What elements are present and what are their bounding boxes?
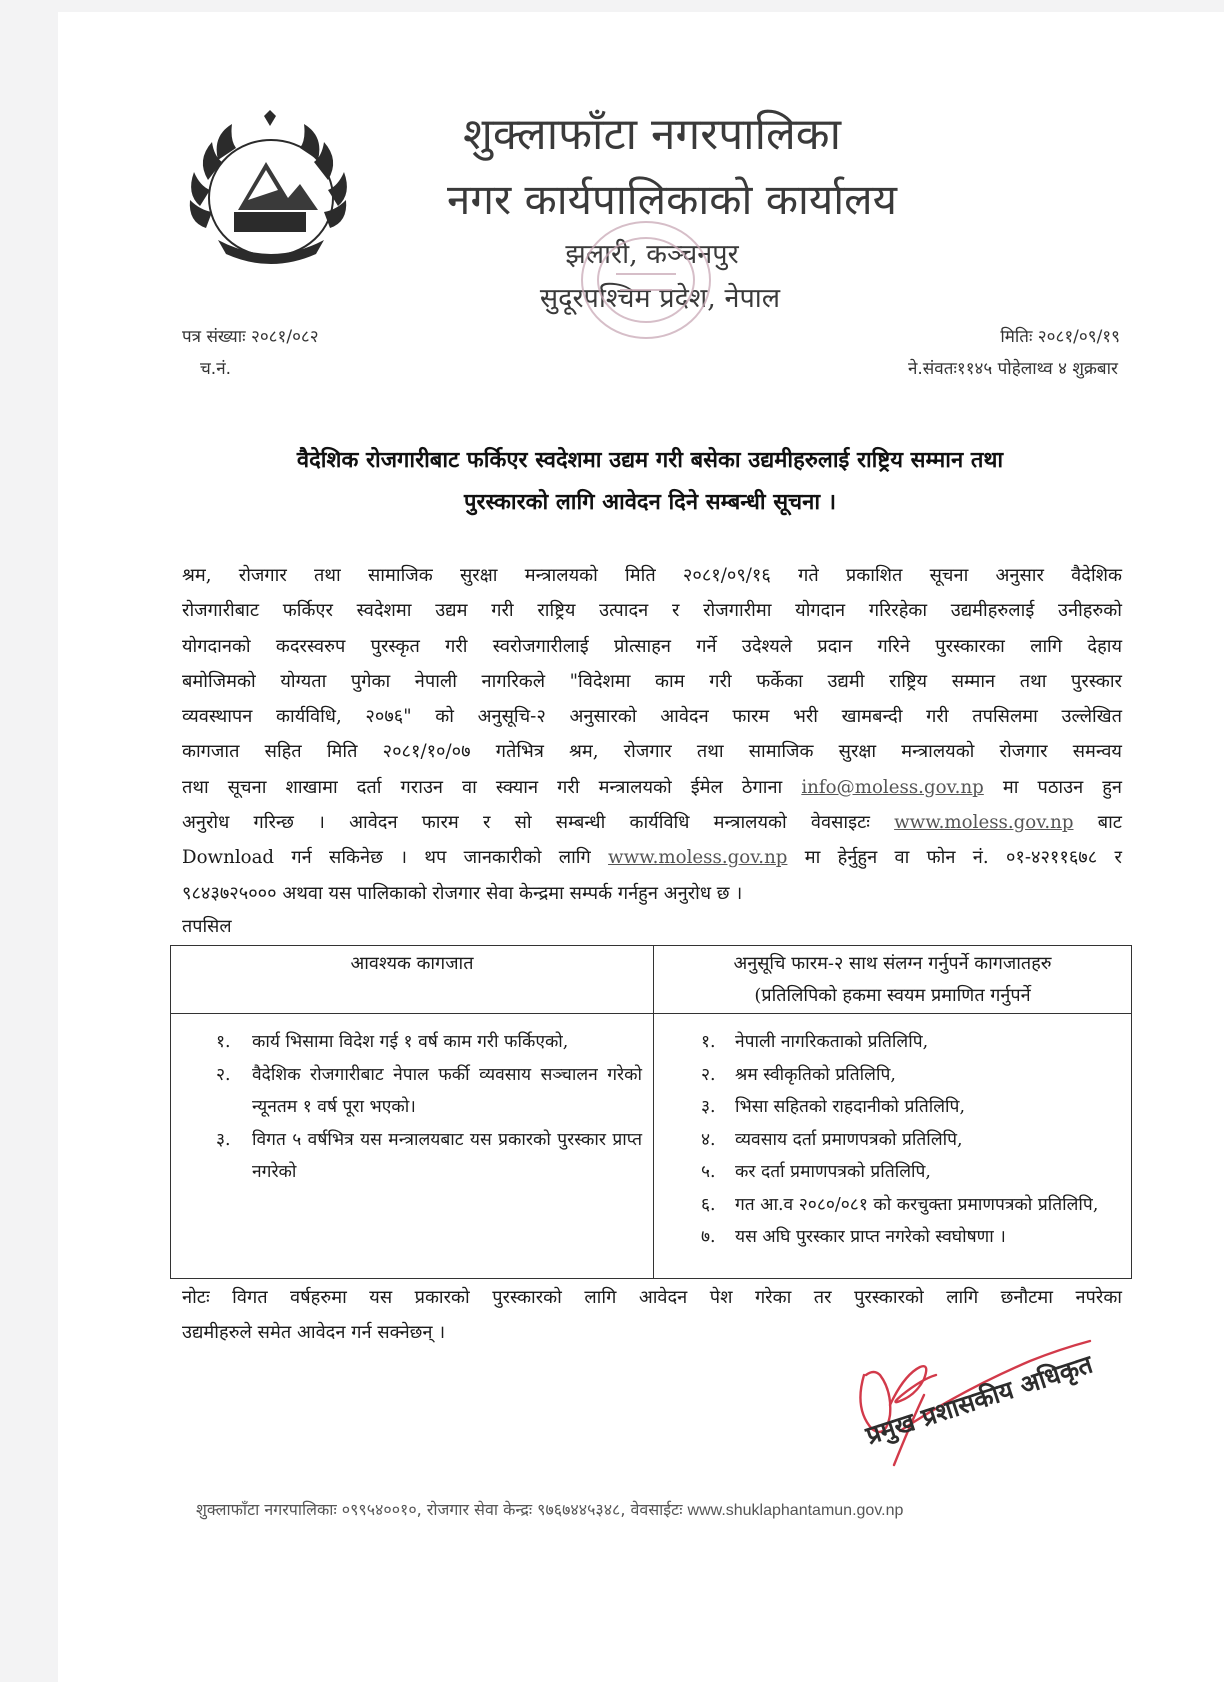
- letter-reference-number: पत्र संख्याः २०८१/०८२: [182, 327, 319, 347]
- office-name: नगर कार्यपालिकाको कार्यालय: [447, 175, 897, 224]
- column-header-attachments: [654, 946, 1132, 1014]
- list-item: [701, 1124, 1122, 1157]
- body-line: बमोजिमको योग्यता पुगेका नेपाली नागरिकले "विदेशमा काम गरी फर्केका उद्यमी राष्ट्रिय सम्मान तथा पुरस्कार: [182, 670, 1122, 692]
- website-link[interactable]: www.moless.gov.np: [608, 847, 788, 869]
- body-line: ९८४३७२५००० अथवा यस पालिकाको रोजगार सेवा केन्द्रमा सम्पर्क गर्नहुन अनुरोध छ ।: [182, 882, 743, 904]
- list-item: [216, 1124, 642, 1189]
- notice-body: [182, 558, 1122, 911]
- body-text: बाट: [1097, 812, 1122, 834]
- list-item: [216, 1026, 642, 1059]
- item-text: व्यवसाय दर्ता प्रमाणपत्रको प्रतिलिपि,: [735, 1129, 963, 1150]
- body-line: [182, 805, 1122, 840]
- body-line: [182, 840, 1122, 875]
- email-link[interactable]: info@moless.gov.np: [801, 776, 984, 798]
- item-number: १.: [216, 1032, 231, 1052]
- item-number: १.: [701, 1032, 716, 1052]
- notice-title: [180, 440, 1120, 524]
- requirements-table: [170, 945, 1132, 1279]
- list-item: [701, 1221, 1122, 1254]
- body-line: व्यवस्थापन कार्यविधि, २०७६" को अनुसूचि-२ अनुसारको आवेदन फारम भरी खामबन्दी गरी तपसिलमा उल्लेखित: [182, 706, 1122, 728]
- notice-title-line-2: पुरस्कारको लागि आवेदन दिने सम्बन्धी सूचना ।: [463, 490, 837, 515]
- item-text: कार्य भिसामा विदेश गई १ वर्ष काम गरी फर्किएको,: [252, 1032, 569, 1052]
- item-text: नेपाली नागरिकताको प्रतिलिपि,: [735, 1032, 929, 1052]
- note-line: उद्यमीहरुले समेत आवेदन गर्न सक्नेछन् ।: [182, 1322, 446, 1343]
- item-text: कर दर्ता प्रमाणपत्रको प्रतिलिपि,: [735, 1162, 931, 1182]
- item-text: वैदेशिक रोजगारीबाट नेपाल फर्की व्यवसाय सञ्चालन गरेको न्यूनतम १ वर्ष पूरा भएको।: [252, 1064, 642, 1117]
- list-item: [216, 1059, 642, 1124]
- column-header-required-documents: आवश्यक कागजात: [171, 946, 654, 1014]
- signatory-title: प्रमुख प्रशासकीय अधिकृत: [862, 1349, 1097, 1451]
- website-link[interactable]: www.moless.gov.np: [894, 812, 1074, 834]
- footer-website-link[interactable]: www.shuklaphantamun.gov.np: [687, 1502, 904, 1519]
- body-text: मा हेर्नुहुन वा फोन नं. ०१-४२११६७८ र: [804, 847, 1122, 869]
- body-line: योगदानको कदरस्वरुप पुरस्कृत गरी स्वरोजगारीलाई प्रोत्साहन गर्ने उदेश्यले प्रदान गरिने पुरस्कारका लागि देहाय: [182, 635, 1122, 657]
- item-number: ३.: [216, 1129, 231, 1150]
- footer-contact: शुक्लाफाँटा नगरपालिकाः ०९९५४००१०, रोजगार सेवा केन्द्रः ९७६७४४५३४८, वेवसाईटः: [196, 1500, 683, 1519]
- item-number: ५.: [701, 1162, 716, 1182]
- documents-cell: [654, 1014, 1132, 1279]
- footer: [196, 1498, 903, 1520]
- item-text: गत आ.व २०८०/०८१ को करचुक्ता प्रमाणपत्रको प्रतिलिपि,: [735, 1194, 1099, 1215]
- dispatch-number: च.नं.: [200, 359, 232, 379]
- list-item: [701, 1059, 1122, 1092]
- requirements-list: [172, 1026, 652, 1189]
- requirements-cell: [171, 1014, 654, 1279]
- item-number: २.: [216, 1064, 231, 1085]
- item-text: विगत ५ वर्षभित्र यस मन्त्रालयबाट यस प्रकारको पुरस्कार प्राप्त नगरेको: [252, 1129, 642, 1182]
- body-text: Download गर्न सकिनेछ । थप जानकारीको लागि: [182, 847, 591, 869]
- nepal-sambat-date: ने.संवतः११४५ पोहेलाथ्व ४ शुक्रबार: [907, 359, 1118, 379]
- office-location: झलारी, कञ्चनपुर: [565, 239, 739, 270]
- body-line: श्रम, रोजगार तथा सामाजिक सुरक्षा मन्त्रालयको मिति २०८१/०९/१६ गते प्रकाशित सूचना अनुसार वैदेशिक: [182, 565, 1122, 586]
- notice-title-line-1: वैदेशिक रोजगारीबाट फर्किएर स्वदेशमा उद्यम गरी बसेका उद्यमीहरुलाई राष्ट्रिय सम्मान तथा: [296, 448, 1004, 473]
- list-item: [701, 1091, 1122, 1124]
- item-number: ४.: [701, 1129, 716, 1150]
- item-number: ६.: [701, 1194, 716, 1215]
- body-text: मा पठाउन हुन: [1002, 776, 1122, 798]
- attachments-header-line-2: (प्रतिलिपिको हकमा स्वयम प्रमाणित गर्नुपर्ने: [754, 985, 1031, 1006]
- item-number: ३.: [701, 1097, 716, 1117]
- body-line: [182, 770, 1122, 805]
- office-stamp: [576, 214, 716, 346]
- body-text: अनुरोध गरिन्छ । आवेदन फारम र सो सम्बन्धी कार्यविधि मन्त्रालयको वेवसाइटः: [182, 812, 870, 834]
- body-text: तथा सूचना शाखामा दर्ता गराउन वा स्क्यान गरी मन्त्रालयको ईमेल ठेगाना: [182, 776, 783, 798]
- item-text: भिसा सहितको राहदानीको प्रतिलिपि,: [735, 1097, 965, 1117]
- item-text: श्रम स्वीकृतिको प्रतिलिपि,: [735, 1064, 896, 1085]
- note-line: नोटः विगत वर्षहरुमा यस प्रकारको पुरस्कारको लागि आवेदन पेश गरेका तर पुरस्कारको लागि छनौटमा नपरेका: [182, 1287, 1122, 1308]
- list-item: [701, 1156, 1122, 1189]
- list-item: [701, 1189, 1122, 1222]
- office-province: सुदूरपश्चिम प्रदेश, नेपाल: [539, 283, 781, 314]
- item-number: ७.: [701, 1227, 716, 1247]
- body-line: रोजगारीबाट फर्किएर स्वदेशमा उद्यम गरी राष्ट्रिय उत्पादन र रोजगारीमा योगदान गरिरहेका उद्यमीहरुलाई उनीहरुको: [182, 600, 1122, 622]
- municipality-name: शुक्लाफाँटा नगरपालिका: [463, 109, 841, 160]
- schedule-label: तपसिल: [182, 916, 232, 937]
- documents-list: [655, 1026, 1130, 1254]
- item-number: २.: [701, 1064, 716, 1085]
- attachments-header-line-1: अनुसूचि फारम-२ साथ संलग्न गर्नुपर्ने कागजातहरु: [733, 953, 1052, 974]
- item-text: यस अघि पुरस्कार प्राप्त नगरेको स्वघोषणा ।: [735, 1227, 1006, 1247]
- body-line: कागजात सहित मिति २०८१/१०/०७ गतेभित्र श्रम, रोजगार तथा सामाजिक सुरक्षा मन्त्रालयको रोजगार समन्वय: [182, 741, 1122, 763]
- letter-date: मितिः २०८१/०९/१९: [1000, 327, 1120, 347]
- list-item: [701, 1026, 1122, 1059]
